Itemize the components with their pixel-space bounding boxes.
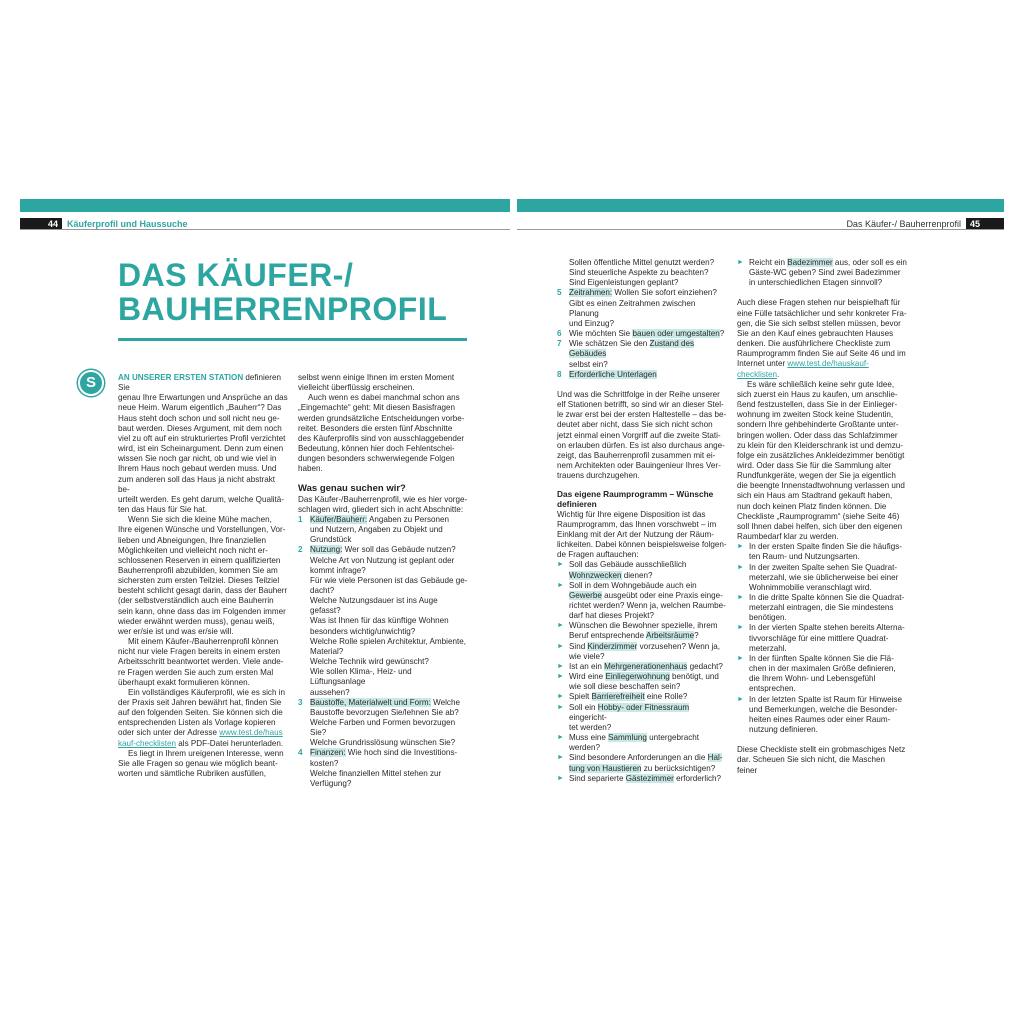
text-line: wohnung im zweiten Stock keine Studentin, [737, 410, 894, 420]
text-line: trauens durchzugehen. [557, 471, 640, 481]
text-line: wird. Oder dass Sie für die Sammlung alter [737, 460, 892, 470]
text-line: aussehen? [310, 687, 350, 697]
text-line: reitet. Besonders die ersten fünf Abschnitte [298, 423, 453, 433]
title-rule [118, 338, 467, 341]
bullet-item [557, 733, 727, 753]
header-band-right [517, 199, 1004, 212]
text-line: Ist an ein Mehrgenerationenhaus gedacht? [569, 661, 723, 671]
text-line: Arbeitsschritt beantwortet werden. Viele ande- [118, 657, 284, 667]
text-line: Ihrem Haus noch gebaut werden muss. Und [118, 464, 277, 474]
highlight-term: Erforderliche Unterlagen [569, 369, 657, 379]
text-line: und Einzug? [569, 318, 615, 328]
item-number: 4 [298, 748, 303, 758]
text-line: benötigen. [749, 613, 787, 623]
bullet-arrow-icon: ► [557, 693, 564, 701]
text-line: meterzahl, wie sie üblicherweise bei einer [749, 572, 899, 582]
text-line: Welche Nutzungsdauer ist ins Auge gefasst? [310, 596, 438, 616]
text-line: re Fragen werden Sie auch zum ersten Mal [118, 667, 274, 677]
text-line: Material? [310, 646, 344, 656]
text-line: auf den folgenden Seiten. Sie können sich die [118, 708, 283, 718]
text-line: Sind steuerliche Aspekte zu beachten? [569, 268, 709, 278]
text-line: Welche Grundrisslösung wünschen Sie? [310, 738, 456, 748]
highlight-term: Baustoffe, Materialwelt und Form: [310, 697, 431, 707]
text-line: haben. [298, 464, 323, 474]
spacer [557, 380, 727, 390]
text-line: Raumprogramm, das Ihnen vorschwebt – im [557, 519, 717, 529]
text-line: werden? [569, 743, 601, 753]
bullet-arrow-icon: ► [737, 654, 744, 662]
text-line: meterzahl eintragen, die Sie mindestens [749, 603, 894, 613]
header-rule-right [517, 229, 1004, 230]
bullet-arrow-icon: ► [557, 673, 564, 681]
bullet-item [737, 258, 907, 288]
web-link[interactable]: kauf-checklisten [118, 738, 177, 748]
text-line: (der selbstverständlich auch eine Bauherrin [118, 596, 274, 606]
bullet-arrow-icon: ► [557, 642, 564, 650]
text-line: Möglichkeiten und vielleicht noch nicht er- [118, 545, 268, 555]
text-line: dacht? [310, 585, 335, 595]
text-line: entsprechen. [749, 684, 796, 694]
numbered-item [298, 545, 468, 697]
page-title-line-2: BAUHERRENPROFIL [118, 291, 448, 327]
numbered-item [557, 329, 727, 339]
highlight-term: Mehrgenerationenhaus [604, 661, 688, 671]
item-number: 7 [557, 339, 562, 349]
text-line: dar. Scheuen Sie sich nicht, die Maschen feiner [737, 755, 886, 775]
text-line: dungen besonders schwerwiegende Folgen [298, 454, 455, 464]
bullet-arrow-icon: ► [557, 622, 564, 630]
text-line: Welche Rolle spielen Architektur, Ambiente, [310, 636, 466, 646]
text-line: In der ersten Spalte finden Sie die häufigs- [749, 542, 902, 552]
text-line: Gibt es einen Zeitrahmen zwischen Planung [569, 298, 696, 318]
text-line: eine Fülle tatsächlicher und sehr konkreter Fra- [737, 308, 907, 318]
item-number: 6 [557, 329, 562, 339]
text-line: Verfügung? [310, 778, 352, 788]
text-line: Sind besondere Anforderungen an die Hal- [569, 753, 723, 763]
text-line: oder sich unter der Adresse www.test.de/haus [118, 728, 283, 738]
text-line: Ihre eigenen Wünsche und Vorstellungen, Vor- [118, 525, 286, 535]
text-line: Bedeutung, können hier doch Fehlentschei- [298, 444, 455, 454]
text-line: sich zuerst ein Haus zu kaufen, um anschlie- [737, 389, 898, 399]
spacer [737, 735, 907, 745]
bullet-item [557, 703, 727, 733]
heading-line: Das eigene Raumprogramm – Wünsche [557, 489, 714, 500]
text-line: Sind separierte Gästezimmer erforderlich? [569, 773, 722, 783]
text-line: In der letzten Spalte ist Raum für Hinweise [749, 694, 902, 704]
text-line: Beruf entsprechende Arbeitsräume? [569, 631, 699, 641]
bullet-arrow-icon: ► [557, 734, 564, 742]
bullet-arrow-icon: ► [557, 703, 564, 711]
text-line: Sollen öffentliche Mittel genutzt werden? [569, 258, 715, 267]
text-line: soll Ihnen dabei helfen, sich über den eigenen [737, 521, 903, 531]
text-line: de Fragen auftauchen: [557, 550, 639, 560]
text-line: wird, ist ein Scheinargument. Denn zum einen [118, 444, 284, 454]
bullet-item [557, 642, 727, 662]
text-line: und Nutzern, Angaben zu Objekt und [310, 525, 443, 535]
text-line: Rundfunkgeräte, wegen der Sie ja eigentlich [737, 471, 896, 481]
bullet-arrow-icon: ► [557, 581, 564, 589]
numbered-item [557, 288, 727, 329]
text-line: Zeitrahmen: Wollen Sie sofort einziehen? [569, 288, 717, 298]
text-line: jetzt einmal einen Vorgriff auf die zweite Stati- [557, 430, 721, 440]
text-line: werden grundsätzliche Entscheidungen vorbe- [298, 413, 465, 423]
text-line: AN UNSERER ERSTEN STATION definieren Sie [118, 373, 281, 393]
text-line: denken. Die ausführlichere Checkliste zum [737, 339, 891, 349]
text-line: sein kann, ohne dass das im Folgenden immer [118, 606, 286, 616]
section-heading [557, 489, 727, 509]
text-line: Einklang mit der Art der Nutzung der Räum- [557, 529, 714, 539]
text-line: Auch diese Fragen stehen nur beispielhaft für [737, 298, 901, 308]
text-line: kosten? [310, 758, 339, 768]
highlight-term: Zeitrahmen: [569, 288, 613, 298]
text-line: die Ihrem Wohn- und Lebensgefühl [749, 674, 876, 684]
web-link[interactable]: www.test.de/haus [219, 728, 283, 738]
text-line: Wenn Sie sich die kleine Mühe machen, [128, 515, 272, 525]
text-line: In die dritte Spalte können Sie die Quadrat- [749, 593, 905, 602]
numbered-item [298, 698, 468, 749]
text-line: zu klein für den Kleiderschrank ist und demzu- [737, 440, 904, 450]
chapter-title-right: Das Käufer-/ Bauherrenprofil [846, 219, 961, 229]
text-line: Auch wenn es dabei manchmal schon ans [308, 393, 460, 403]
text-line: Für wie viele Personen ist das Gebäude ge- [310, 575, 468, 585]
text-line: neue Heim. Warum eigentlich „Bauherr“? Das [118, 403, 282, 413]
bullet-arrow-icon: ► [737, 624, 744, 632]
text-line: genau Ihre Erwartungen und Ansprüche an das [118, 393, 288, 403]
text-line: Wohnzwecken dienen? [569, 570, 653, 580]
text-line: Ein vollständiges Käuferprofil, wie es sich in [128, 687, 286, 697]
bullet-arrow-icon: ► [737, 563, 744, 571]
bullet-item [557, 621, 727, 641]
bullet-item [737, 695, 907, 736]
text-line: nun doch keinen Platz finden können. Die [737, 501, 887, 511]
header-rule-left [20, 229, 510, 230]
text-line: überhaupt exakt formulieren können. [118, 677, 250, 687]
text-line: zeigt, das Bauherrenprofil zusammen mit ei- [557, 450, 716, 460]
text-column-1 [118, 373, 288, 779]
text-line: Sie an den Kauf eines gebrauchten Hauses [737, 328, 894, 338]
text-line: Internet unter www.test.de/hauskauf-checklisten. [737, 359, 869, 379]
text-line: bringen wollen. Oder dass das Schlafzimmer [737, 430, 898, 440]
bullet-item [737, 593, 907, 623]
text-line: Nutzung: Wer soll das Gebäude nutzen? [310, 545, 456, 555]
text-line: Soll ein Hobby- oder Fitnessraum eingericht- [569, 702, 690, 722]
text-line: selbst ein? [569, 359, 608, 369]
text-line: Spielt Barrierefreiheit eine Rolle? [569, 692, 688, 702]
text-line: wer er/sie ist und was er/sie will. [118, 626, 234, 636]
text-line: lieben und Abneigungen, Ihre finanziellen [118, 535, 267, 545]
text-line: elf Stationen betrifft, so sind wir an dieser Stel- [557, 400, 724, 410]
highlight-term: Wohnzwecken [569, 570, 622, 580]
text-line: sichersten zum ersten Teilziel. Dieses Teilziel [118, 576, 280, 586]
text-line: Welche Art von Nutzung ist geplant oder [310, 555, 455, 565]
text-line: lichkeiten. Dabei können beispielsweise folgen- [557, 540, 727, 550]
numbered-item [298, 748, 468, 789]
text-line: wie soll diese beschaffen sein? [569, 682, 681, 692]
text-line: In der zweiten Spalte sehen Sie Quadrat- [749, 562, 898, 572]
text-line: Bauherrenprofil abzubilden, kommen Sie am [118, 565, 278, 575]
text-line: Das Käufer-/Bauherrenprofil, wie es hier vorge- [298, 494, 468, 504]
highlight-term: bauen oder umgestalten [632, 329, 720, 339]
text-line: richtet werden? Wenn ja, welchen Raumbe- [569, 601, 726, 610]
text-line: Checkliste „Raumprogramm“ (siehe Seite 46) [737, 511, 900, 521]
text-line: Wohnimmobilie veranschlagt wird. [749, 582, 872, 592]
text-line: kauf-checklisten als PDF-Datei herunterladen. [118, 738, 284, 748]
text-line: Wünschen die Bewohner spezielle, ihrem [569, 621, 718, 631]
text-line: Soll das Gebäude ausschließlich [569, 560, 687, 570]
text-line: le zwar erst bei der ersten Haltestelle – das be- [557, 410, 727, 420]
text-line: Sie alle Fragen so genau wie möglich beant- [118, 758, 278, 768]
text-line: on erlauben dürfen. Es ist also durchaus ange- [557, 440, 725, 450]
text-line: Muss eine Sammlung untergebracht [569, 733, 700, 743]
item-number: 8 [557, 369, 562, 379]
bullet-item [557, 560, 727, 580]
highlight-term: Gästezimmer [625, 773, 674, 783]
text-line: tung von Haustieren zu berücksichtigen? [569, 763, 716, 773]
bullet-item [737, 654, 907, 695]
text-line: Sind Kinderzimmer vorzusehen? Wenn ja, [569, 641, 721, 651]
station-badge: S [78, 370, 104, 396]
text-line: nem Architekten oder Bauingenieur Ihres Ver- [557, 460, 721, 470]
page-number-left: 44 [20, 218, 62, 230]
bullet-arrow-icon: ► [557, 561, 564, 569]
text-line: tet werden? [569, 722, 612, 732]
text-line: Raumprogramm finden Sie auf Seite 46 und im [737, 349, 906, 359]
text-line: Baustoffe, Materialwelt und Form: Welche [310, 697, 460, 707]
text-line: Wie möchten Sie bauen oder umgestalten? [569, 329, 725, 339]
text-line: tivvorschläge für eine mittlere Quadrat- [749, 633, 889, 643]
highlight-term: Einliegerwohnung [605, 672, 670, 682]
text-line: Soll in dem Wohngebäude auch ein [569, 580, 697, 590]
text-line: Sind Eigenleistungen geplant? [569, 278, 679, 288]
text-line: Grundstück [310, 535, 352, 545]
lead-in: AN UNSERER ERSTEN STATION [118, 373, 244, 382]
text-line: zum anderen soll das Haus ja nicht abstrakt be- [118, 474, 276, 494]
bullet-item [557, 662, 727, 672]
highlight-term: Barrierefreiheit [591, 692, 645, 702]
highlight-term: Kinderzimmer [587, 641, 638, 651]
text-line: besonders wichtig/unwichtig? [310, 626, 416, 636]
bullet-item [737, 623, 907, 653]
text-line: schlagen wird, gliedert sich in acht Abschnitte: [298, 504, 464, 514]
numbered-item [298, 515, 468, 545]
header-band-left [20, 199, 510, 212]
text-line: besteht schlicht gesagt darin, dass der Bauherr [118, 586, 288, 596]
text-line: worten und sämtliche Rubriken ausfüllen, [118, 769, 267, 779]
numbered-item [557, 339, 727, 369]
text-line: Mit einem Käufer-/Bauherrenprofil können [128, 637, 279, 647]
text-line: Käufer/Bauherr: Angaben zu Personen [310, 514, 450, 524]
text-line: Es wäre schließlich keine sehr gute Idee, [747, 379, 895, 389]
text-line: Finanzen: Wie hoch sind die Investitions- [310, 748, 458, 758]
bullet-arrow-icon: ► [737, 594, 744, 601]
highlight-term: Arbeitsräume [645, 631, 695, 641]
web-link[interactable]: www.test.de/hauskauf-checklisten [737, 359, 869, 379]
text-line: sich ein Haus am Stadtrand gekauft haben, [737, 491, 893, 501]
bullet-item [557, 774, 727, 784]
text-line: Haus steht doch schon und soll nicht neu ge- [118, 413, 280, 423]
highlight-term: Gewerbe [569, 590, 602, 600]
text-line: chen in der maximalen Größe definieren, [749, 664, 896, 674]
text-line: meterzahl. [749, 643, 787, 653]
text-line: die beengte Innenstadtwohnung verlassen und [737, 481, 905, 491]
text-line: deutet aber nicht, dass Sie sich nicht schon [557, 420, 713, 430]
text-line: wissen Sie noch gar nicht, ob und wie viel in [118, 454, 277, 464]
text-line: in unterschiedlichen Etagen sinnvoll? [749, 278, 883, 288]
text-line: ten Raum- und Nutzungsarten. [749, 552, 860, 562]
text-line: In der fünften Spalte können Sie die Flä- [749, 653, 894, 663]
bullet-item [737, 542, 907, 562]
page-title [118, 258, 478, 326]
text-line: „Eingemachte“ geht: Mit diesen Basisfragen [298, 403, 456, 413]
bullet-arrow-icon: ► [557, 774, 564, 782]
numbered-item [557, 370, 727, 380]
text-line: darf hat dieses Projekt? [569, 611, 655, 621]
text-line: Es liegt in Ihrem ureigenen Interesse, wenn [128, 748, 284, 758]
text-line: Welche Technik wird gewünscht? [310, 657, 429, 667]
highlight-term: Zustand des Gebäudes [569, 339, 695, 359]
bullet-item [557, 753, 727, 773]
text-column-2 [298, 373, 468, 789]
text-line: Raumbedarf klar zu werden. [737, 532, 839, 542]
text-line: Und was die Schrittfolge in der Reihe unserer [557, 389, 720, 399]
highlight-term: Badezimmer [787, 258, 833, 267]
text-line: baut werden. Dieses Argument, mit dem noch [118, 423, 282, 433]
text-line: des Käuferprofils sind von ausschlaggebender [298, 433, 465, 443]
item-number: 1 [298, 514, 303, 524]
bullet-item [557, 692, 727, 702]
text-line: wie viele? [569, 651, 605, 661]
bullet-item [557, 581, 727, 622]
section-heading: Was genau suchen wir? [298, 482, 406, 494]
bullet-arrow-icon: ► [557, 754, 564, 762]
text-line: kommt infrage? [310, 565, 366, 575]
text-line: sondern Ihre gehbehinderte Großtante unter- [737, 420, 899, 430]
highlight-term: tung von Haustieren [569, 763, 642, 773]
highlight-term: Hal- [707, 753, 723, 763]
text-line: In der vierten Spalte stehen bereits Alterna- [749, 623, 905, 633]
text-line: gen, die Sie sich selbst stellen müssen, bevor [737, 318, 901, 328]
text-line: urteilt werden. Es geht darum, welche Qualitä- [118, 494, 285, 504]
text-line: nicht nur viele Fragen bereits in einem ersten [118, 647, 280, 657]
text-line: Reicht ein Badezimmer aus, oder soll es ein [749, 258, 907, 267]
text-line: Gewerbe ausgeübt oder eine Praxis einge- [569, 590, 723, 600]
text-line: vielleicht überflüssig erscheinen. [298, 383, 415, 393]
heading-line: definieren [557, 499, 597, 510]
item-number: 5 [557, 288, 562, 298]
highlight-term: Sammlung [608, 733, 647, 743]
text-line: Wichtig für Ihre eigene Disposition ist das [557, 509, 706, 519]
text-line: viel zu oft auf ein strukturiertes Profil verzichtet [118, 433, 286, 443]
text-column-4 [737, 258, 907, 776]
page-title-line-1: DAS KÄUFER-/ [118, 257, 354, 293]
text-line: und Bemerkungen, welche die Besonder- [749, 704, 898, 714]
text-line: Wird eine Einliegerwohnung benötigt, und [569, 672, 719, 682]
text-line: heiten eines Raumes oder einer Raum- [749, 714, 891, 724]
text-line: wieder erwähnt werden muss), genau weiß, [118, 616, 275, 626]
text-line: Baustoffe bevorzugen Sie/lehnen Sie ab? [310, 707, 459, 717]
highlight-term: Nutzung: [310, 545, 343, 555]
item-number: 2 [298, 545, 303, 555]
bullet-arrow-icon: ► [737, 543, 744, 551]
text-line: schlossenen Reserven in einem qualifizierten [118, 555, 281, 565]
text-line: Diese Checkliste stellt ein grobmaschiges Netz [737, 745, 906, 755]
text-line [569, 370, 727, 380]
text-line: Gäste-WC geben? Sind zwei Badezimmer [749, 268, 901, 278]
text-line: ßend festzustellen, dass Sie in der Einlieger- [737, 400, 898, 410]
text-column-3 [557, 258, 727, 784]
bullet-item [557, 672, 727, 692]
chapter-title-left: Käuferprofil und Haussuche [67, 219, 188, 229]
highlight-term: Finanzen: [310, 748, 346, 758]
item-number: 3 [298, 697, 303, 707]
text-line: ten das Haus für Sie hat. [118, 505, 208, 515]
bullet-arrow-icon: ► [557, 662, 564, 670]
text-line: selbst wenn einige Ihnen im ersten Moment [298, 373, 455, 382]
text-line: Welche finanziellen Mittel stehen zur [310, 768, 442, 778]
text-line: Wie sollen Klima-, Heiz- und Lüftungsanlage [310, 667, 412, 687]
spacer [737, 288, 907, 298]
text-line: Was ist Ihnen für das künftige Wohnen [310, 616, 449, 626]
text-line: Welche Farben und Formen bevorzugen Sie? [310, 718, 456, 738]
text-line: Wie schätzen Sie den Zustand des Gebäudes [569, 339, 695, 359]
bullet-arrow-icon: ► [737, 259, 744, 266]
bullet-arrow-icon: ► [737, 695, 744, 703]
highlight-term: Käufer/Bauherr: [310, 514, 368, 524]
highlight-term: Hobby- oder Fitnessraum [597, 702, 690, 712]
bullet-item [737, 563, 907, 593]
text-line: entsprechenden Listen als Vorlage kopieren [118, 718, 276, 728]
text-line: folge ein zusätzliches Ankleidezimmer benötigt [737, 450, 905, 460]
text-line: der Praxis seit Jahren bewährt hat, finden Sie [118, 698, 282, 707]
page-number-right: 45 [966, 218, 1004, 230]
text-line: nutzung definieren. [749, 725, 818, 735]
